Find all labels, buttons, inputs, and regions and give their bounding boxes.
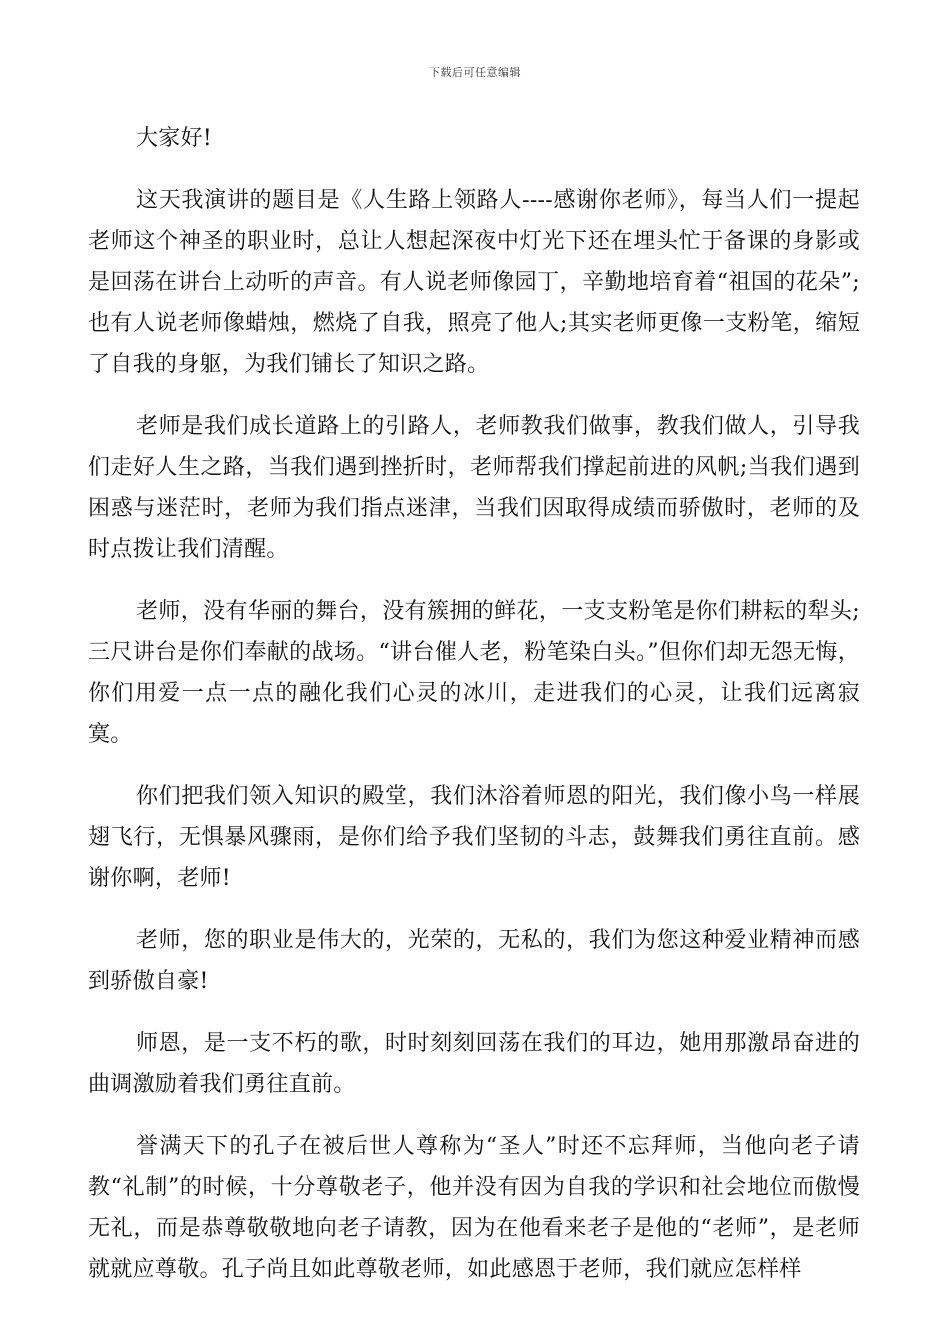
knowledge-paragraph: 你们把我们领入知识的殿堂，我们沐浴着师恩的阳光，我们像小鸟一样展翅飞行，无惧暴风骤雨，是你们给予我们坚韧的斗志，鼓舞我们勇往直前。感谢你啊，老师!	[88, 784, 860, 891]
confucius-paragraph: 誉满天下的孔子在被后世人尊称为“圣人”时还不忘拜师，当他向老子请教“礼制”的时候，十分尊敬老子，他并没有因为自我的学识和社会地位而傲慢无礼，而是恭尊敬敬地向老子请教，因为在他看来老子是他的“老师”，是老师就就应尊敬。孔子尚且如此尊敬老师，如此感恩于老师，我们就应怎样样	[88, 1134, 860, 1282]
greeting-paragraph: 大家好!	[136, 126, 213, 151]
pride-paragraph: 老师，您的职业是伟大的，光荣的，无私的，我们为您这种爱业精神而感到骄傲自豪!	[88, 928, 860, 994]
song-paragraph: 师恩，是一支不朽的歌，时时刻刻回荡在我们的耳边，她用那激昂奋进的曲调激励着我们勇往直前。	[88, 1031, 860, 1097]
speech-intro-paragraph: 这天我演讲的题目是《人生路上领路人----感谢你老师》，每当人们一提起老师这个神圣的职业时，总让人想起深夜中灯光下还在埋头忙于备课的身影或是回荡在讲台上动听的声音。有人说老师像园丁，辛勤地培育着“祖国的花朵”;也有人说老师像蜡烛，燃烧了自我，照亮了他人;其实老师更像一支粉笔，缩短了自我的身躯，为我们铺长了知识之路。	[88, 188, 860, 377]
guide-paragraph: 老师是我们成长道路上的引路人，老师教我们做事，教我们做人，引导我们走好人生之路，当我们遇到挫折时，老师帮我们撑起前进的风帆;当我们遇到困惑与迷茫时，老师为我们指点迷津，当我们因取得成绩而骄傲时，老师的及时点拨让我们清醒。	[88, 414, 860, 562]
document-body	[88, 118, 860, 1311]
dedication-paragraph: 老师，没有华丽的舞台，没有簇拥的鲜花，一支支粉笔是你们耕耘的犁头;三尺讲台是你们奉献的战场。“讲台催人老，粉笔染白头。”但你们却无怨无悔，你们用爱一点一点的融化我们心灵的冰川，走进我们的心灵，让我们远离寂寞。	[88, 599, 860, 747]
page-header: 下载后可任意编辑	[429, 66, 521, 79]
